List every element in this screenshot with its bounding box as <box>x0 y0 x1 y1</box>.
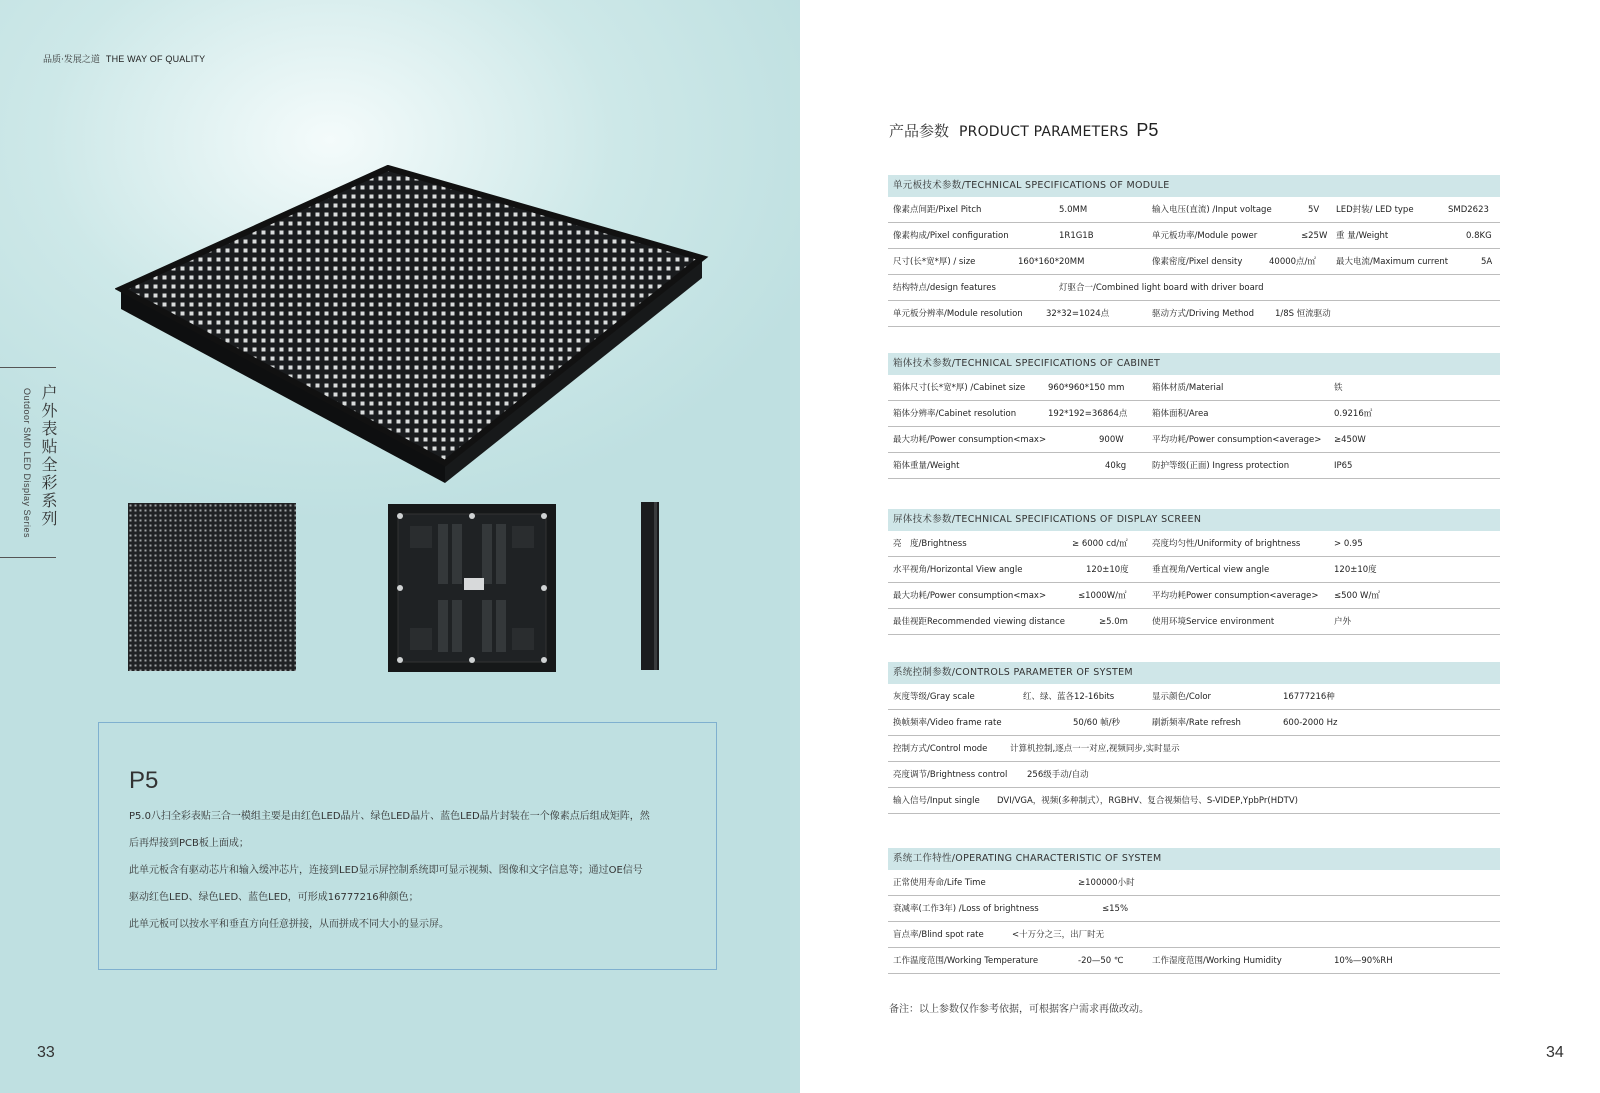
spec-row <box>888 684 1500 710</box>
spec-row <box>888 197 1500 223</box>
spec-row <box>888 557 1500 583</box>
section-display-screen <box>888 509 1500 635</box>
spec-value: 户外 <box>1334 617 1352 627</box>
section-heading: 系统控制参数/CONTROLS PARAMETER OF SYSTEM <box>888 662 1500 684</box>
side-divider-top <box>0 367 56 368</box>
description-line: 此单元板可以按水平和垂直方向任意拼接，从而拼成不同大小的显示屏。 <box>129 919 449 930</box>
spec-row <box>888 223 1500 249</box>
spec-label: 箱体重量/Weight <box>893 461 960 471</box>
section-heading: 系统工作特性/OPERATING CHARACTERISTIC OF SYSTEM <box>888 848 1500 870</box>
spec-value: -20—50 ℃ <box>1078 956 1124 966</box>
spec-value: 160*160*20MM <box>1018 257 1085 267</box>
spec-row <box>888 249 1500 275</box>
section-heading: 箱体技术参数/TECHNICAL SPECIFICATIONS OF CABINET <box>888 353 1500 375</box>
product-description <box>129 803 699 938</box>
spec-label: 控制方式/Control mode <box>893 744 988 754</box>
product-description-box <box>98 722 717 970</box>
spec-value: SMD2623 <box>1448 205 1489 215</box>
spec-value: 120±10度 <box>1086 565 1129 575</box>
spec-label: 最大功耗/Power consumption<max> <box>893 591 1047 601</box>
spec-label: 最大电流/Maximum current <box>1336 257 1449 267</box>
spec-row <box>888 427 1500 453</box>
spec-value: 40kg <box>1105 461 1127 471</box>
spec-label: 换帧频率/Video frame rate <box>893 718 1002 728</box>
section-module <box>888 175 1500 327</box>
spec-value: 192*192=36864点 <box>1048 409 1128 419</box>
page-number-right: 34 <box>1546 1044 1564 1061</box>
spec-label: LED封装/ LED type <box>1336 205 1414 215</box>
spec-row <box>888 301 1500 327</box>
module-side-thumbnail <box>641 502 659 670</box>
spec-value: 铁 <box>1334 383 1343 393</box>
spec-label: 重 量/Weight <box>1336 231 1389 241</box>
spec-label: 最佳视距Recommended viewing distance <box>893 617 1065 627</box>
spec-row <box>888 453 1500 479</box>
page-number-left: 33 <box>37 1044 55 1061</box>
spec-value: DVI/VGA，视频(多种制式），RGBHV、复合视频信号、S-VIDEP,YpbPr(HDTV) <box>997 796 1298 806</box>
description-line: 此单元板含有驱动芯片和输入缓冲芯片，连接到LED显示屏控制系统即可显示视频、图像和文字信息等；通过OE信号 <box>129 865 643 876</box>
spec-label: 平均功耗/Power consumption<average> <box>1152 435 1322 445</box>
spec-label: 工作湿度范围/Working Humidity <box>1152 956 1282 966</box>
spec-label: 输入电压(直流) /Input voltage <box>1152 205 1272 215</box>
spec-label: 正常使用寿命/Life Time <box>893 878 986 888</box>
spec-value: 5V <box>1308 205 1320 215</box>
spec-value: 红、绿、蓝各12-16bits <box>1023 692 1115 702</box>
footnote: 备注：以上参数仅作参考依据，可根据客户需求再做改动。 <box>889 1004 1149 1015</box>
spec-label: 衰减率(工作3年) /Loss of brightness <box>893 904 1039 914</box>
spec-value: 600-2000 Hz <box>1283 718 1338 728</box>
spec-label: 亮度均匀性/Uniformity of brightness <box>1152 539 1301 549</box>
spec-value: 0.8KG <box>1466 231 1492 241</box>
spec-row <box>888 583 1500 609</box>
spec-label: 垂直视角/Vertical view angle <box>1152 565 1270 575</box>
spec-value: 1/8S 恒流驱动 <box>1275 309 1331 319</box>
spec-value: 32*32=1024点 <box>1046 309 1110 319</box>
spec-label: 箱体面积/Area <box>1152 409 1209 419</box>
section-heading: 屏体技术参数/TECHNICAL SPECIFICATIONS OF DISPLAY SCREEN <box>888 509 1500 531</box>
spec-label: 盲点率/Blind spot rate <box>893 930 984 940</box>
spec-label: 箱体尺寸(长*宽*厚) /Cabinet size <box>893 383 1026 393</box>
section-cabinet <box>888 353 1500 479</box>
parameters-title <box>889 120 1158 141</box>
section-operating <box>888 848 1500 974</box>
spec-label: 亮 度/Brightness <box>893 539 967 549</box>
spec-value: 灯驱合一/Combined light board with driver board <box>1059 283 1264 293</box>
spec-value: ≥450W <box>1334 435 1366 445</box>
spec-value: 0.9216㎡ <box>1334 409 1373 419</box>
spec-label: 亮度调节/Brightness control <box>893 770 1008 780</box>
parameters-title-en: PRODUCT PARAMETERS <box>959 124 1129 140</box>
spec-label: 单元板分辨率/Module resolution <box>893 309 1023 319</box>
spec-value: 5.0MM <box>1059 205 1088 215</box>
spec-row <box>888 896 1500 922</box>
spec-row <box>888 609 1500 635</box>
page-header <box>43 52 205 65</box>
spec-label: 刷新频率/Rate refresh <box>1152 718 1241 728</box>
spec-label: 尺寸(长*宽*厚) / size <box>893 257 976 267</box>
spec-value: 50/60 帧/秒 <box>1073 718 1121 728</box>
spec-row <box>888 922 1500 948</box>
parameters-title-cn: 产品参数 <box>889 122 950 140</box>
module-front-thumbnail <box>128 503 296 671</box>
header-cn: 品质·发展之道 <box>43 55 100 65</box>
spec-value: ≥ 6000 cd/㎡ <box>1072 539 1128 549</box>
spec-label: 平均功耗Power consumption<average> <box>1152 591 1319 601</box>
spec-value: 900W <box>1099 435 1124 445</box>
spec-label: 最大功耗/Power consumption<max> <box>893 435 1047 445</box>
spec-label: 工作温度范围/Working Temperature <box>893 956 1039 966</box>
description-line: P5.0八扫全彩表贴三合一模组主要是由红色LED晶片、绿色LED晶片、蓝色LED晶片封装在一个像素点后组成矩阵，然 <box>129 811 650 822</box>
side-divider-bottom <box>0 557 56 558</box>
spec-row <box>888 401 1500 427</box>
section-controls <box>888 662 1500 814</box>
spec-value: 256级手动/自动 <box>1027 770 1089 780</box>
spec-value: IP65 <box>1334 461 1353 471</box>
description-line: 驱动红色LED、绿色LED、蓝色LED，可形成16777216种颜色； <box>129 892 419 903</box>
description-line: 后再焊接到PCB板上面成； <box>129 838 249 849</box>
spec-label: 箱体分辨率/Cabinet resolution <box>893 409 1017 419</box>
spec-value: ≤25W <box>1301 231 1328 241</box>
spec-value: ≤500 W/㎡ <box>1334 591 1380 601</box>
spec-value: ≥5.0m <box>1099 617 1128 627</box>
spec-label: 水平视角/Horizontal View angle <box>893 565 1023 575</box>
spec-label: 像素点间距/Pixel Pitch <box>893 205 982 215</box>
spec-value: > 0.95 <box>1334 539 1363 549</box>
module-back-thumbnail <box>388 504 556 672</box>
spec-value: 960*960*150 mm <box>1048 383 1125 393</box>
spec-label: 显示颜色/Color <box>1152 692 1212 702</box>
spec-label: 防护等级(正面) Ingress protection <box>1152 461 1290 471</box>
spec-label: 箱体材质/Material <box>1152 383 1224 393</box>
spec-label: 结构特点/design features <box>893 283 996 293</box>
spec-row <box>888 948 1500 974</box>
spec-value: 10%—90%RH <box>1334 956 1393 966</box>
spec-label: 使用环境Service environment <box>1152 617 1275 627</box>
right-page <box>800 0 1600 1093</box>
spec-label: 像素密度/Pixel density <box>1152 257 1243 267</box>
spec-row <box>888 788 1500 814</box>
spec-value: 5A <box>1481 257 1493 267</box>
spec-value: 120±10度 <box>1334 565 1377 575</box>
header-en: THE WAY OF QUALITY <box>105 54 206 64</box>
spec-row <box>888 870 1500 896</box>
spec-row <box>888 531 1500 557</box>
spec-label: 灰度等级/Gray scale <box>893 692 975 702</box>
side-series-cn: 户外表贴全彩系列 <box>39 384 58 528</box>
spec-value: ≤15% <box>1102 904 1129 914</box>
spec-label: 输入信号/Input single <box>893 796 980 806</box>
spec-value: <十万分之三，出厂时无 <box>1012 930 1105 940</box>
section-heading: 单元板技术参数/TECHNICAL SPECIFICATIONS OF MODULE <box>888 175 1500 197</box>
spec-value: 16777216种 <box>1283 692 1335 702</box>
spec-value: 1R1G1B <box>1059 231 1094 241</box>
spec-row <box>888 762 1500 788</box>
spec-row <box>888 375 1500 401</box>
spec-row <box>888 736 1500 762</box>
spec-value: ≤1000W/㎡ <box>1078 591 1127 601</box>
spec-label: 单元板功率/Module power <box>1152 231 1258 241</box>
parameters-title-model: P5 <box>1136 120 1159 140</box>
product-title: P5 <box>129 767 159 794</box>
spec-row <box>888 275 1500 301</box>
spec-label: 驱动方式/Driving Method <box>1152 309 1255 319</box>
spec-row <box>888 710 1500 736</box>
spec-value: 计算机控制,逐点一一对应,视频同步,实时显示 <box>1010 744 1180 754</box>
led-module-image <box>115 165 715 485</box>
spec-value: 40000点/㎡ <box>1269 257 1316 267</box>
spec-label: 像素构成/Pixel configuration <box>893 231 1009 241</box>
side-series-en: Outdoor SMD LED Display Series <box>22 388 32 539</box>
spec-value: ≥100000小时 <box>1078 878 1135 888</box>
